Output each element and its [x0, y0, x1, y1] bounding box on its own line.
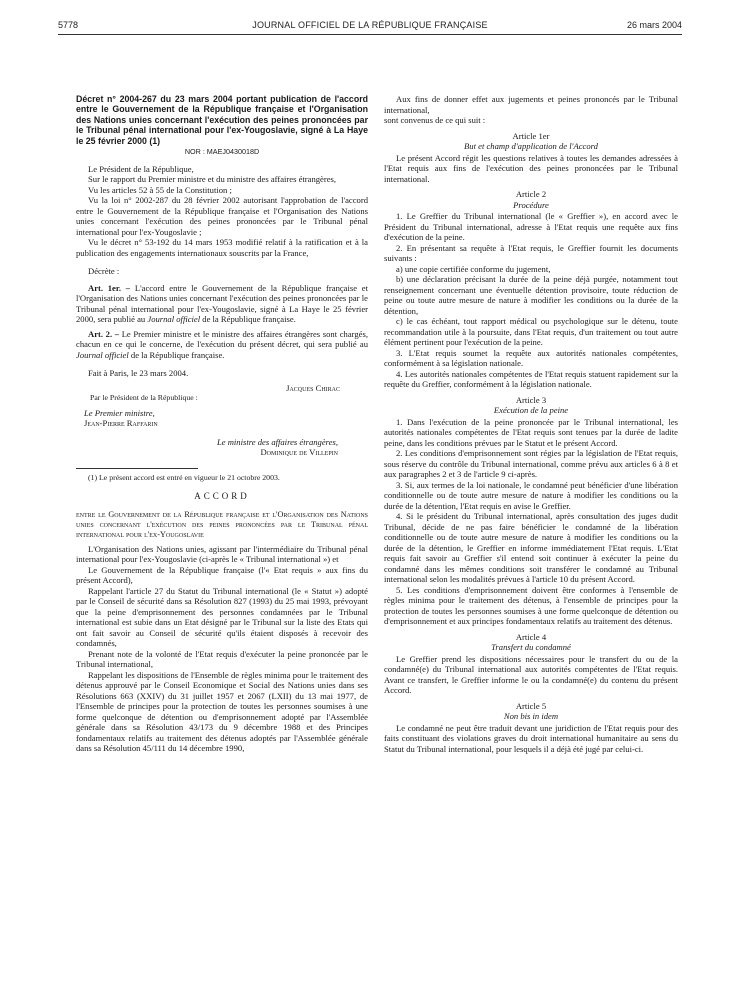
intro-paragraph: sont convenus de ce qui suit :	[384, 115, 486, 125]
article-paragraph: a) une copie certifiée conforme du jugement,	[396, 263, 551, 274]
preamble-paragraph: Prenant note de la volonté de l'Etat requis d'exécuter la peine prononcée par le Tribunal international,	[76, 648, 368, 670]
footnote-rule	[76, 468, 198, 469]
pm-title: Le Premier ministre,	[84, 407, 155, 418]
article-paragraph: 3. Si, aux termes de la loi nationale, le condamné peut bénéficier d'une libération conditionnelle ou de toute autre mesure de nature à modifier les conditions ou la durée de la détention, l'Etat requis en avise le Greffier.	[384, 479, 678, 511]
decree-article-2: Art. 2. – Le Premier ministre et le ministre des affaires étrangères sont chargés, chacun en ce qui le concerne, de l'exécution du présent décret, qui sera publié au Journal officiel de la République française.	[76, 328, 368, 360]
mae-title: Le ministre des affaires étrangères,	[216, 436, 338, 447]
decree-paragraph: Sur le rapport du Premier ministre et du ministre des affaires étrangères,	[88, 174, 337, 185]
article-number: Article 5	[515, 700, 547, 711]
article-number: Article 3	[515, 394, 547, 405]
nor-reference: NOR : MAEJ0430018D	[184, 147, 260, 157]
par-le-president: Par le Président de la République :	[90, 393, 198, 403]
fait-line: Fait à Paris, le 23 mars 2004.	[88, 368, 189, 379]
article-number: Article 1er	[512, 130, 550, 141]
accord-subtitle: entre le Gouvernement de la République française et l'Organisation des Nations unies concernant l'exécution des peines prononcées par le Tribunal pénal international pour l'ex-Yougoslavie	[76, 509, 368, 539]
article-title: Exécution de la peine	[493, 405, 569, 415]
article-title: But et champ d'application de l'Accord	[464, 141, 598, 151]
preamble-paragraph: L'Organisation des Nations unies, agissant par l'intermédiaire du Tribunal pénal international pour l'ex-Yougoslavie (ci-après le « Tribunal international ») et	[76, 543, 368, 565]
footnote: (1) Le présent accord est entré en vigueur le 21 octobre 2003.	[88, 472, 280, 482]
right-column	[384, 94, 678, 754]
article-paragraph: 5. Les conditions d'emprisonnement doivent être conformes à l'ensemble de règles minima pour le traitement des détenus, à l'ensemble de principes pour la protection de toutes les personnes soumises à une forme quelconque de détention ou d'emprisonnement et aux principes fondamentaux relatifs au traitement des détenus.	[384, 584, 678, 626]
article-title: Non bis in idem	[503, 711, 559, 721]
intro-paragraph: Aux fins de donner effet aux jugements et peines prononcés par le Tribunal international,	[384, 94, 678, 115]
article-paragraph: 2. Les conditions d'emprisonnement sont régies par la législation de l'Etat requis, sous réserve du contrôle du Tribunal international, comme prévu aux articles 6 à 8 et aux paragraphes 2 et 3 de l'article 9 ci-après.	[384, 448, 678, 479]
header-rule	[58, 34, 682, 35]
article-label: Art. 1er. –	[88, 282, 131, 293]
preamble-paragraph: Le Gouvernement de la République française (l'« Etat requis » aux fins du présent Accord),	[76, 564, 368, 586]
article-paragraph: 3. L'Etat requis soumet la requête aux autorités nationales compétentes, conformément à sa législation nationale.	[384, 347, 678, 368]
journal-title: JOURNAL OFFICIEL DE LA RÉPUBLIQUE FRANÇAISE	[252, 20, 488, 30]
decree-paragraph: Vu les articles 52 à 55 de la Constitution ;	[88, 184, 232, 195]
article-title: Procédure	[513, 199, 549, 210]
pm-name: Jean-Pierre Raffarin	[84, 418, 158, 429]
article-label: Art. 2. –	[88, 328, 120, 339]
signature-president: Jacques Chirac	[286, 382, 340, 393]
article-paragraph: 4. Les autorités nationales compétentes de l'Etat requis statuent rapidement sur la requête du Greffier, conformément à la législation nationale.	[384, 368, 678, 389]
article-number: Article 4	[515, 631, 547, 642]
accord-title: ACCORD	[194, 491, 250, 502]
article-paragraph: Le présent Accord régit les questions relatives à toutes les demandes adressées à l'Etat requis aux fins de l'exécution des peines prononcées par le Tribunal international.	[384, 152, 678, 184]
decree-paragraph: Vu le décret n° 53-192 du 14 mars 1953 modifié relatif à la ratification et à la publication des engagements internationaux souscrits par la France,	[76, 237, 368, 258]
article-paragraph: 2. En présentant sa requête à l'Etat requis, le Greffier fournit les documents suivants :	[384, 242, 678, 263]
article-paragraph: 1. Dans l'exécution de la peine prononcée par le Tribunal international, les autorités nationales compétentes de l'Etat requis sont tenues par la durée de ladite peine, dans les conditions prévues par le Statut et le présent Accord.	[384, 416, 678, 448]
decree-paragraph: Le Président de la République,	[88, 163, 194, 174]
mae-name: Dominique de Villepin	[260, 447, 338, 458]
left-column	[76, 94, 368, 754]
decrete-line: Décrète :	[88, 266, 120, 277]
article-title: Transfert du condamné	[491, 642, 571, 652]
article-paragraph: Le Greffier prend les dispositions nécessaires pour le transfert du ou de la condamné(e) du Tribunal international aux autorités compétentes de l'Etat requis. Avant ce transfert, le Greffier informe le ou la condamné(e) du contenu du présent Accord.	[384, 653, 678, 695]
article-paragraph: 1. Le Greffier du Tribunal international (le « Greffier »), en accord avec le Président du Tribunal international, adresse à l'Etat requis une requête aux fins d'exécution de la peine.	[384, 211, 678, 242]
issue-date: 26 mars 2004	[626, 20, 682, 30]
article-paragraph: b) une déclaration précisant la durée de la peine déjà purgée, notamment tout renseignement concernant une éventuelle détention provisoire, toute réduction de peine ou toute autre mesure de nature à modifier les conditions ou la durée de la détention,	[384, 274, 678, 316]
article-paragraph: 4. Si le président du Tribunal international, après consultation des juges dudit Tribunal, décide de ne pas faire bénéficier le condamné de la libération conditionnelle ou de toute autre mesure de nature à modifier les conditions ou la durée de la détention, le Greffier en informe immédiatement l'Etat requis. L'Etat requis fait savoir au Greffier s'il entend soit continuer à exécuter la peine du condamné dans les mêmes conditions soit transférer le condamné au Tribunal international selon les modalités prévues à l'article 10 du présent Accord.	[384, 511, 678, 584]
decree-article-1: Art. 1er. – L'accord entre le Gouvernement de la République française et l'Organisation des Nations unies concernant l'exécution des peines prononcées par le Tribunal pénal international pour l'ex-Yougoslavie, signé à La Haye le 25 février 2000, sera publié au Journal officiel de la République française.	[76, 282, 368, 325]
preamble-paragraph: Rappelant les dispositions de l'Ensemble de règles minima pour le traitement des détenus approuvé par le Conseil Economique et Social des Nations unies dans ses Résolutions 663 (XXIV) du 31 juillet 1957 et 2067 (LXII) du 13 mai 1977, de l'Ensemble de principes pour la protection de toutes les personnes soumises à une forme quelconque de détention ou d'emprisonnement adopté par l'Assemblée générale dans sa Résolution 43/173 du 9 décembre 1988 et des Principes fondamentaux relatifs au traitement des détenus adoptés par l'Assemblée générale dans sa Résolution 45/111 du 14 décembre 1990,	[76, 669, 368, 754]
decree-title: Décret n° 2004-267 du 23 mars 2004 portant publication de l'accord entre le Gouvernement de la République française et l'Organisation des Nations unies concernant l'exécution des peines prononcées par le Tribunal pénal international pour l'ex-Yougoslavie, signé à La Haye le 25 février 2000 (1)	[76, 94, 368, 146]
article-paragraph: Le condamné ne peut être traduit devant une juridiction de l'Etat requis pour des faits constituant des violations graves du droit international humanitaire au sens du Statut du Tribunal international, pour lesquels il a déjà été jugé par celui-ci.	[384, 722, 678, 754]
article-paragraph: c) le cas échéant, tout rapport médical ou psychologique sur le détenu, toute recommandation utile à la poursuite, dans l'Etat requis, d'un traitement ou tout autre élément pertinent pour l'exécution de la peine.	[384, 316, 678, 347]
page-number: 5778	[58, 20, 79, 30]
article-number: Article 2	[515, 189, 547, 199]
preamble-paragraph: Rappelant l'article 27 du Statut du Tribunal international (le « Statut ») adopté par le Conseil de sécurité dans sa Résolution 827 (1993) du 25 mai 1993, prévoyant que la peine d'emprisonnement des personnes condamnées par le Tribunal international est subie dans un Etat désigné par le Tribunal sur la liste des Etats qui ont fait savoir au Conseil de sécurité qu'ils étaient disposés à recevoir des condamnés,	[76, 585, 368, 649]
decree-paragraph: Vu la loi n° 2002-287 du 28 février 2002 autorisant l'approbation de l'accord entre le Gouvernement de la République française et l'Organisation des Nations unies concernant l'exécution des peines prononcées par le Tribunal pénal international pour l'ex-Yougoslavie ;	[76, 195, 368, 237]
